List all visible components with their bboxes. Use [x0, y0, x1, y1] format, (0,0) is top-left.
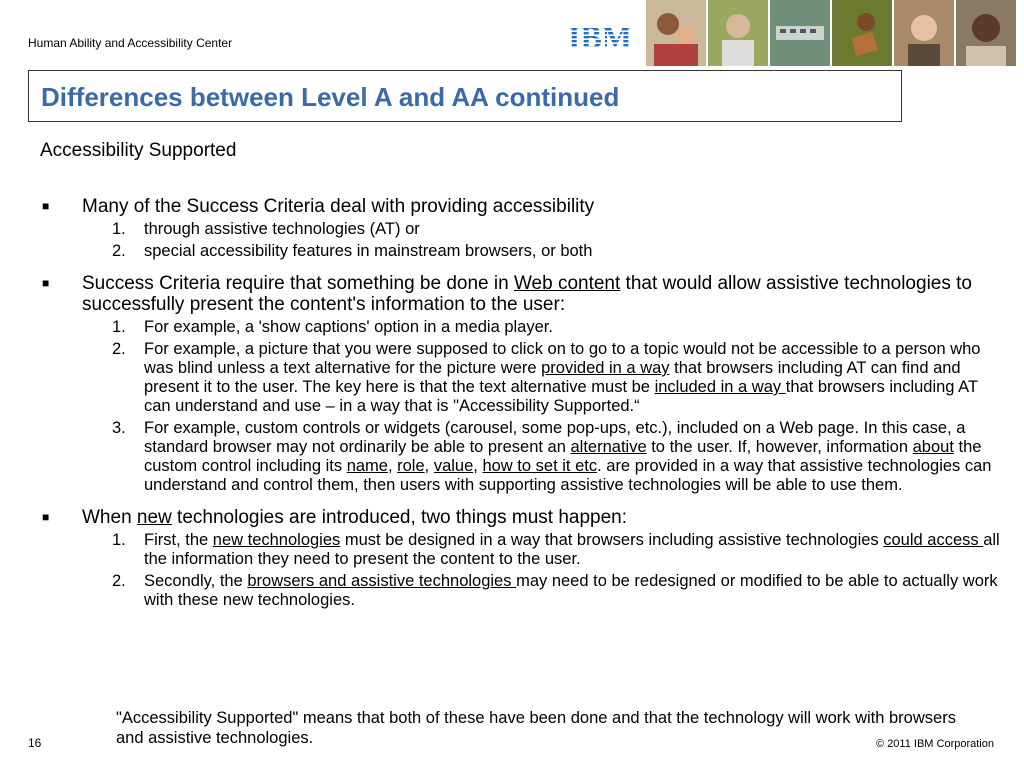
- bullet-marker: ■: [42, 199, 50, 213]
- about-link[interactable]: about: [912, 438, 954, 456]
- bullet-marker: ■: [42, 510, 50, 524]
- bullet-1-item-2-text: special accessibility features in mainstream browsers, or both: [144, 242, 593, 260]
- bullet-2-item-3-d: . are provided in a way that assistive technologies can understand and control them, then users with supporting assistive technologies will be able to use them.: [144, 457, 992, 494]
- new-technologies-link[interactable]: new technologies: [212, 531, 341, 549]
- new-link[interactable]: new: [136, 507, 172, 528]
- value-link[interactable]: value: [433, 457, 474, 475]
- web-content-link[interactable]: Web content: [513, 273, 621, 294]
- bullet-3: [40, 507, 1000, 528]
- accessibility-supported-note: "Accessibility Supported" means that both of these have been done and that the technology will work with browsers and assistive technologies.: [116, 709, 956, 747]
- bullet-2-item-1: 1. For example, a 'show captions' option in a media player.: [112, 318, 553, 336]
- bullet-3-item-2-b: may need to be redesigned or modified to be able to actually work with these new technologies.: [144, 572, 998, 609]
- photo-man-outdoors: [708, 0, 768, 66]
- separator: ,: [473, 457, 483, 475]
- bullet-3-item-1-a: First, the: [144, 531, 213, 549]
- photo-athlete: [832, 0, 892, 66]
- slide-title: Differences between Level A and AA continued: [41, 82, 620, 112]
- bullet-3-item-1-c: all the information they need to present the content to the user.: [144, 531, 1000, 568]
- bullet-3-item-2: 2. Secondly, the browsers and assistive technologies may need to be redesigned or modified to be able to actually work with these new technologies.: [112, 572, 998, 609]
- bullet-1-item-1-text: through assistive technologies (AT) or: [144, 220, 420, 238]
- provided-in-a-way-link[interactable]: provided in a way: [541, 359, 670, 377]
- bullet-1-item-1: 1. through assistive technologies (AT) or: [112, 220, 420, 238]
- separator: ,: [424, 457, 434, 475]
- page-number: 16: [28, 736, 42, 750]
- bullet-3-item-2-a: Secondly, the: [144, 572, 248, 590]
- ibm-logo: [566, 20, 634, 54]
- bullet-2-item-3: 3. For example, custom controls or widgets (carousel, some pop-ups, etc.), included on a Web page. In this case, a standard browser may not ordinarily be able to present an alternative to the user. If, however, information about the custom control including its name, role, value, how to set it etc. are provided in a way that assistive technologies can understand and control them, then users with supporting assistive technologies will be able to use them.: [112, 419, 992, 494]
- alternative-link[interactable]: alternative: [570, 438, 647, 456]
- bullet-3-text-a: When: [82, 507, 137, 528]
- bullet-1-item-2: 2. special accessibility features in mainstream browsers, or both: [112, 242, 593, 260]
- bullet-1-text: Many of the Success Criteria deal with providing accessibility: [82, 196, 595, 217]
- included-in-a-way-link[interactable]: included in a way: [654, 378, 786, 396]
- photo-older-man: [956, 0, 1016, 66]
- bullet-2-item-1-text: For example, a 'show captions' option in a media player.: [144, 318, 553, 336]
- subheading: Accessibility Supported: [40, 140, 237, 161]
- bullet-2-item-2: 2. For example, a picture that you were supposed to click on to go to a topic would not be accessible to a person who was blind unless a text alternative for the picture were provided in a way that browsers including AT can find and present it to the user. The key here is that the text alternative must be included in a way that browsers including AT can understand and use – in a way that is "Accessibility Supported.“: [112, 340, 981, 415]
- bullet-3-text-b: technologies are introduced, two things must happen:: [171, 507, 628, 528]
- bullet-2-item-2-c: that browsers including AT can understand and use – in a way that is "Accessibility Supported.“: [144, 378, 978, 415]
- photo-woman: [894, 0, 954, 66]
- bullet-2-item-3-c: the custom control including its: [144, 438, 982, 475]
- name-link[interactable]: name: [346, 457, 388, 475]
- bullet-3-item-1-b: must be designed in a way that browsers including assistive technologies: [340, 531, 884, 549]
- bullet-1: [40, 196, 1000, 217]
- slide-content: [40, 140, 1000, 610]
- bullet-2-item-3-a: For example, custom controls or widgets (carousel, some pop-ups, etc.), included on a Web page. In this case, a standard browser may not ordinarily be able to present an: [144, 419, 966, 456]
- header-center-name: Human Ability and Accessibility Center: [28, 36, 233, 50]
- how-to-set-it-link[interactable]: how to set it etc: [482, 457, 598, 475]
- photo-two-women: [646, 0, 706, 66]
- title-box: [28, 70, 902, 122]
- separator: ,: [387, 457, 398, 475]
- bullet-2-item-3-b: to the user. If, however, information: [646, 438, 913, 456]
- bullet-2-item-2-a: For example, a picture that you were supposed to click on to go to a topic would not be accessible to a person who was blind unless a text alternative for the picture were: [144, 340, 981, 377]
- role-link[interactable]: role: [397, 457, 425, 475]
- bullet-2-text-b: that would allow assistive technologies to successfully present the content's information to the user:: [82, 273, 972, 315]
- could-access-link[interactable]: could access: [883, 531, 984, 549]
- bullet-2: [40, 273, 1000, 315]
- bullet-2-item-2-b: that browsers including AT can find and present it to the user. The key here is that the text alternative must be: [144, 359, 961, 396]
- copyright: © 2011 IBM Corporation: [876, 738, 994, 750]
- browsers-and-at-link[interactable]: browsers and assistive technologies: [247, 572, 517, 590]
- bullet-2-text-a: Success Criteria require that something be done in: [82, 273, 514, 294]
- header-photo-strip: [646, 0, 1016, 66]
- bullet-3-item-1: 1. First, the new technologies must be designed in a way that browsers including assistive technologies could access all the information they need to present the content to the user.: [112, 531, 1000, 568]
- ibm-logo-text: IBM: [568, 20, 632, 54]
- bullet-marker: ■: [42, 276, 50, 290]
- photo-keyboard: [770, 0, 830, 66]
